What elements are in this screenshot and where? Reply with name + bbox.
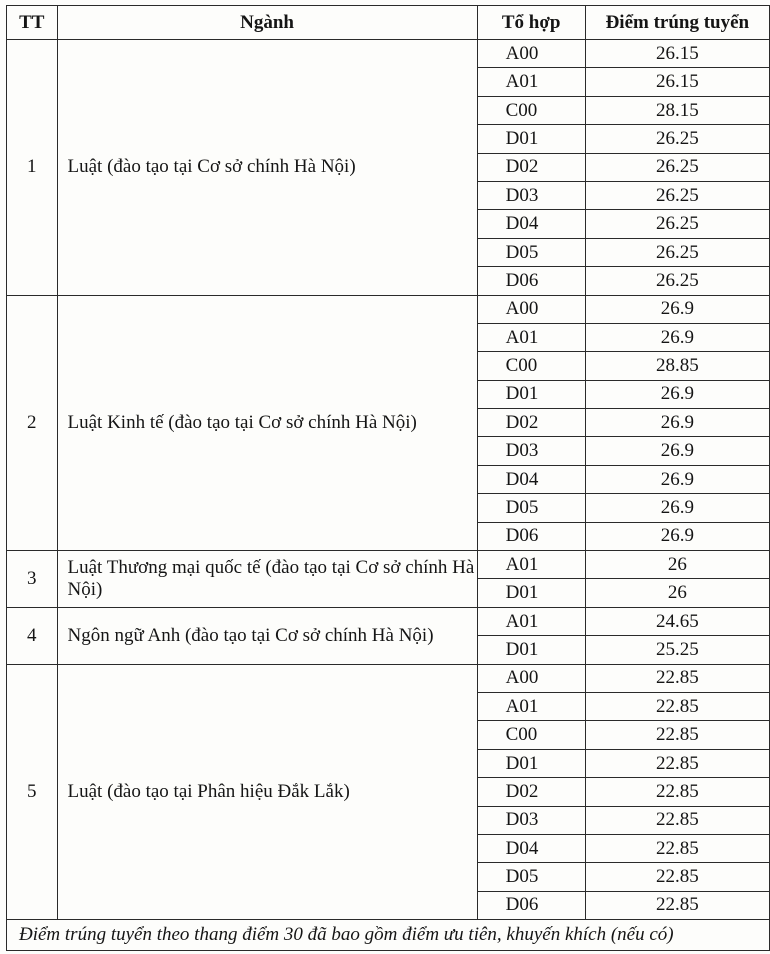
subject-combination: D04 [477,834,585,862]
major-name: Luật Kinh tế (đào tạo tại Cơ sở chính Hà Nội) [57,295,477,551]
admission-score: 22.85 [585,749,769,777]
admission-score: 26.25 [585,125,769,153]
admission-score: 26.25 [585,153,769,181]
subject-combination: D02 [477,409,585,437]
subject-combination: A00 [477,40,585,68]
subject-combination: D01 [477,579,585,607]
admission-score: 26.25 [585,210,769,238]
footnote-row [7,920,770,951]
subject-combination: A00 [477,664,585,692]
subject-combination: D05 [477,863,585,891]
admission-score: 26.9 [585,494,769,522]
admission-score: 22.85 [585,778,769,806]
subject-combination: D01 [477,749,585,777]
major-name: Luật (đào tạo tại Phân hiệu Đắk Lắk) [57,664,477,920]
subject-combination: A01 [477,323,585,351]
subject-combination: D06 [477,267,585,295]
admission-score: 26.9 [585,295,769,323]
subject-combination: A01 [477,68,585,96]
subject-combination: D03 [477,437,585,465]
footnote: Điểm trúng tuyển theo thang điểm 30 đã bao gồm điểm ưu tiên, khuyến khích (nếu có) [7,920,770,951]
subject-combination: A00 [477,295,585,323]
admission-score: 25.25 [585,636,769,664]
subject-combination: A01 [477,607,585,635]
header-row [7,6,770,40]
row-number: 5 [7,664,58,920]
subject-combination: D06 [477,891,585,919]
subject-combination: A01 [477,692,585,720]
admission-score: 22.85 [585,721,769,749]
subject-combination: D01 [477,125,585,153]
admission-score: 22.85 [585,834,769,862]
subject-combination: D04 [477,465,585,493]
admission-score: 26.9 [585,437,769,465]
subject-combination: D05 [477,494,585,522]
subject-combination: D01 [477,380,585,408]
header-score: Điểm trúng tuyển [585,6,769,40]
admission-score: 26.15 [585,68,769,96]
admission-score: 26.9 [585,409,769,437]
admission-score: 22.85 [585,692,769,720]
subject-combination: D02 [477,153,585,181]
subject-combination: C00 [477,96,585,124]
subject-combination: D06 [477,522,585,550]
major-name: Ngôn ngữ Anh (đào tạo tại Cơ sở chính Hà Nội) [57,607,477,664]
subject-combination: D02 [477,778,585,806]
admission-score: 24.65 [585,607,769,635]
admission-score: 28.15 [585,96,769,124]
admission-score: 26.9 [585,465,769,493]
admission-score: 26 [585,579,769,607]
row-number: 3 [7,551,58,608]
table-row [7,551,770,579]
admission-score: 22.85 [585,806,769,834]
subject-combination: D01 [477,636,585,664]
header-combo: Tổ hợp [477,6,585,40]
admission-score: 26.9 [585,522,769,550]
major-name: Luật (đào tạo tại Cơ sở chính Hà Nội) [57,40,477,296]
admission-score: 26.25 [585,238,769,266]
subject-combination: D03 [477,181,585,209]
subject-combination: A01 [477,551,585,579]
header-major: Ngành [57,6,477,40]
admission-score: 26.25 [585,267,769,295]
table-body [7,40,770,920]
admission-score: 26.25 [585,181,769,209]
table-row [7,295,770,323]
table-row [7,664,770,692]
admission-score: 22.85 [585,863,769,891]
admission-score: 28.85 [585,352,769,380]
subject-combination: C00 [477,352,585,380]
row-number: 4 [7,607,58,664]
admission-score: 26.9 [585,380,769,408]
subject-combination: D05 [477,238,585,266]
admission-scores-table [6,5,770,951]
row-number: 1 [7,40,58,296]
admission-score: 22.85 [585,891,769,919]
admission-score: 22.85 [585,664,769,692]
admission-score: 26.9 [585,323,769,351]
subject-combination: D03 [477,806,585,834]
subject-combination: C00 [477,721,585,749]
table-row [7,40,770,68]
major-name: Luật Thương mại quốc tế (đào tạo tại Cơ sở chính Hà Nội) [57,551,477,608]
header-tt: TT [7,6,58,40]
admission-score: 26.15 [585,40,769,68]
admission-score: 26 [585,551,769,579]
table-row [7,607,770,635]
subject-combination: D04 [477,210,585,238]
row-number: 2 [7,295,58,551]
